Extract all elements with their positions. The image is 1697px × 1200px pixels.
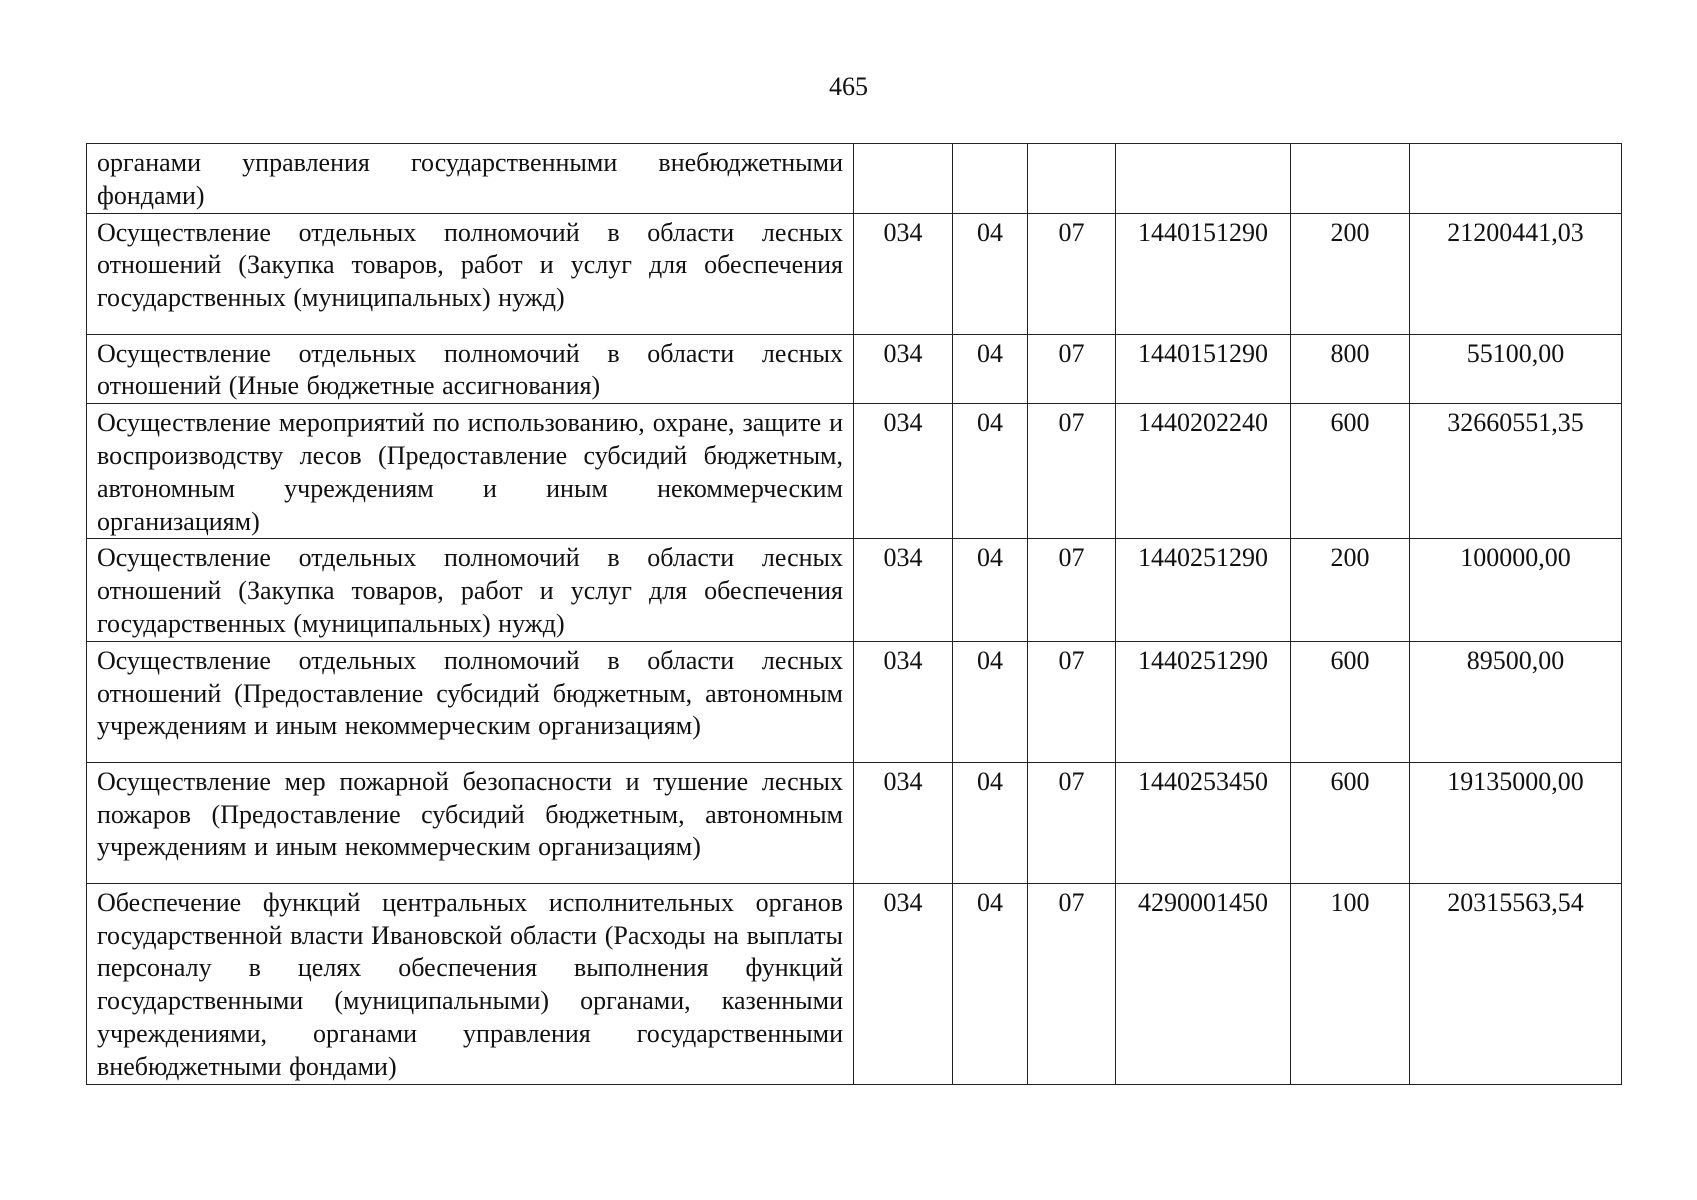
row-ministry-code: 034 [854,334,953,404]
row-section-code: 04 [953,883,1028,1084]
table-row [87,334,1622,404]
row-section-code [953,144,1028,214]
row-description: Обеспечение функций центральных исполнительных органов государственной власти Ивановской области (Расходы на выплаты персоналу в целях обеспечения выполнения функций государственными (муниципальными) органами, казенными учреждениями, органами управления государственными внебюджетными фондами) [87,883,854,1084]
row-section-code: 04 [953,334,1028,404]
row-subsection-code: 07 [1028,539,1116,641]
row-amount: 20315563,54 [1410,883,1622,1084]
row-target-article: 1440251290 [1116,641,1291,762]
row-subsection-code: 07 [1028,404,1116,539]
row-section-code: 04 [953,404,1028,539]
table-row [87,883,1622,1084]
row-target-article: 1440251290 [1116,539,1291,641]
row-expense-type: 200 [1291,539,1410,641]
row-amount: 32660551,35 [1410,404,1622,539]
row-description: Осуществление отдельных полномочий в области лесных отношений (Предоставление субсидий бюджетным, автономным учреждениям и иным некоммерческим организациям) [87,641,854,762]
row-subsection-code: 07 [1028,334,1116,404]
table-row [87,213,1622,334]
row-section-code: 04 [953,539,1028,641]
row-target-article: 1440202240 [1116,404,1291,539]
row-amount [1410,144,1622,214]
row-ministry-code: 034 [854,404,953,539]
table-row [87,144,1622,214]
budget-table [86,143,1622,1085]
row-ministry-code: 034 [854,762,953,883]
table-row [87,404,1622,539]
row-amount: 55100,00 [1410,334,1622,404]
row-description: Осуществление отдельных полномочий в области лесных отношений (Закупка товаров, работ и услуг для обеспечения государственных (муниципальных) нужд) [87,213,854,334]
row-description: органами управления государственными внебюджетными фондами) [87,144,854,214]
table-row [87,641,1622,762]
row-ministry-code: 034 [854,883,953,1084]
row-amount: 89500,00 [1410,641,1622,762]
row-description: Осуществление отдельных полномочий в области лесных отношений (Иные бюджетные ассигнования) [87,334,854,404]
row-ministry-code: 034 [854,641,953,762]
row-description: Осуществление мер пожарной безопасности и тушение лесных пожаров (Предоставление субсидий бюджетным, автономным учреждениям и иным некоммерческим организациям) [87,762,854,883]
row-expense-type: 100 [1291,883,1410,1084]
row-description: Осуществление мероприятий по использованию, охране, защите и воспроизводству лесов (Предоставление субсидий бюджетным, автономным учреждениям и иным некоммерческим организациям) [87,404,854,539]
row-amount: 21200441,03 [1410,213,1622,334]
row-ministry-code: 034 [854,539,953,641]
row-subsection-code: 07 [1028,762,1116,883]
row-subsection-code: 07 [1028,213,1116,334]
row-expense-type: 600 [1291,641,1410,762]
table-row [87,539,1622,641]
row-expense-type: 200 [1291,213,1410,334]
row-section-code: 04 [953,213,1028,334]
row-section-code: 04 [953,762,1028,883]
row-target-article: 4290001450 [1116,883,1291,1084]
row-target-article: 1440151290 [1116,334,1291,404]
row-ministry-code: 034 [854,213,953,334]
row-target-article: 1440253450 [1116,762,1291,883]
row-ministry-code [854,144,953,214]
row-expense-type: 600 [1291,404,1410,539]
row-amount: 19135000,00 [1410,762,1622,883]
row-subsection-code [1028,144,1116,214]
row-expense-type: 800 [1291,334,1410,404]
row-target-article [1116,144,1291,214]
row-expense-type [1291,144,1410,214]
row-section-code: 04 [953,641,1028,762]
table-row [87,762,1622,883]
row-description: Осуществление отдельных полномочий в области лесных отношений (Закупка товаров, работ и услуг для обеспечения государственных (муниципальных) нужд) [87,539,854,641]
row-target-article: 1440151290 [1116,213,1291,334]
row-subsection-code: 07 [1028,883,1116,1084]
row-subsection-code: 07 [1028,641,1116,762]
page-number: 465 [829,72,868,101]
row-amount: 100000,00 [1410,539,1622,641]
row-expense-type: 600 [1291,762,1410,883]
